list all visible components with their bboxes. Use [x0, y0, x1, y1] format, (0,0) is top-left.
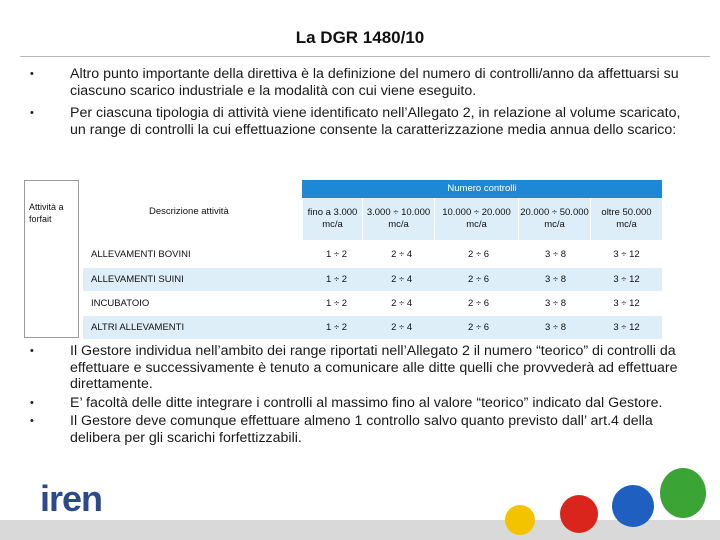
- row-name: ALTRI ALLEVAMENTI: [91, 322, 185, 333]
- column-header: 10.000 ÷ 20.000 mc/a: [434, 198, 518, 240]
- table-cell: 3 ÷ 8: [544, 298, 567, 309]
- title-divider: [20, 56, 710, 57]
- table-row: [83, 316, 662, 339]
- bullet-dot-icon: •: [30, 345, 34, 357]
- table-cell: 3 ÷ 8: [544, 274, 567, 285]
- bullet-dot-icon: •: [30, 68, 34, 80]
- page-title: La DGR 1480/10: [295, 28, 425, 47]
- table-cell: 2 ÷ 4: [391, 274, 413, 285]
- footer-band: [0, 520, 720, 540]
- row-name: INCUBATOIO: [91, 298, 150, 309]
- table-row: [83, 268, 662, 291]
- table-cell: 3 ÷ 8: [544, 322, 567, 333]
- table-cell: 2 ÷ 6: [468, 274, 490, 285]
- yellow-circle-icon: [505, 505, 535, 535]
- side-label: Attività a forfait: [29, 202, 64, 224]
- blue-circle-icon: [612, 485, 654, 527]
- row-name: ALLEVAMENTI SUINI: [91, 274, 184, 285]
- table-row: [83, 243, 662, 266]
- table-cell: 2 ÷ 6: [468, 249, 490, 260]
- column-header: 3.000 ÷ 10.000 mc/a: [362, 198, 434, 240]
- bullet-text: Per ciascuna tipologia di attività viene identificato nell’Allegato 2, in relazione al volume scaricato, un range di controlli la cui effettuazione consente la caratterizzazione media annua dello scarico:: [70, 105, 681, 138]
- bullet-item: [30, 343, 690, 393]
- column-header: 20.000 ÷ 50.000 mc/a: [518, 198, 590, 240]
- table-cell: 1 ÷ 2: [326, 298, 348, 309]
- table-cell: 2 ÷ 4: [391, 249, 413, 260]
- table-row: [83, 292, 662, 315]
- table-cell: 2 ÷ 4: [391, 322, 413, 333]
- bullet-item: [30, 66, 690, 99]
- side-column: [24, 180, 79, 338]
- table-cell: 1 ÷ 2: [326, 249, 348, 260]
- iren-logo: iren: [40, 478, 103, 519]
- controls-table: [24, 180, 662, 338]
- bullet-dot-icon: •: [30, 107, 34, 119]
- bottom-bullet-list: [30, 343, 690, 448]
- table-cell: 3 ÷ 12: [613, 249, 640, 260]
- column-header: fino a 3.000 mc/a: [302, 198, 362, 240]
- row-name: ALLEVAMENTI BOVINI: [91, 249, 191, 260]
- table-cell: 2 ÷ 4: [391, 298, 413, 309]
- table-cell: 1 ÷ 2: [326, 274, 348, 285]
- bullet-text: E’ facoltà delle ditte integrare i controlli al massimo fino al valore “teorico” indicato dal Gestore.: [70, 394, 663, 411]
- bullet-text: Altro punto importante della direttiva è la definizione del numero di controlli/anno da affettuarsi su ciascuno scarico industriale e la modalità con cui viene eseguito.: [70, 66, 679, 99]
- table-cell: 3 ÷ 8: [544, 249, 567, 260]
- bullet-item: [30, 395, 690, 412]
- bullet-item: [30, 413, 690, 446]
- bullet-dot-icon: •: [30, 415, 34, 427]
- column-header: oltre 50.000 mc/a: [590, 198, 662, 240]
- table-cell: 3 ÷ 12: [613, 274, 640, 285]
- description-header: Descrizione attività: [149, 206, 229, 217]
- table-cell: 2 ÷ 6: [468, 298, 490, 309]
- bullet-text: Il Gestore individua nell’ambito dei range riportati nell’Allegato 2 il numero “teorico” di controlli da effettuare e successivamente è tenuto a comunicare alle ditte quelli che provvederà ad effettuare direttamente.: [70, 343, 678, 392]
- bullet-text: Il Gestore deve comunque effettuare almeno 1 controllo salvo quanto previsto dall’ art.4 della delibera per gli scarichi forfettizzabili.: [70, 413, 653, 446]
- bullet-dot-icon: •: [30, 396, 34, 409]
- bullet-item: [30, 105, 690, 138]
- red-circle-icon: [560, 495, 598, 533]
- group-header: Numero controlli: [302, 180, 662, 198]
- green-circle-icon: [660, 468, 706, 518]
- table-cell: 3 ÷ 12: [613, 322, 640, 333]
- table-cell: 3 ÷ 12: [613, 298, 640, 309]
- table-cell: 1 ÷ 2: [326, 322, 348, 333]
- top-bullet-list: [30, 66, 690, 144]
- table-cell: 2 ÷ 6: [468, 322, 490, 333]
